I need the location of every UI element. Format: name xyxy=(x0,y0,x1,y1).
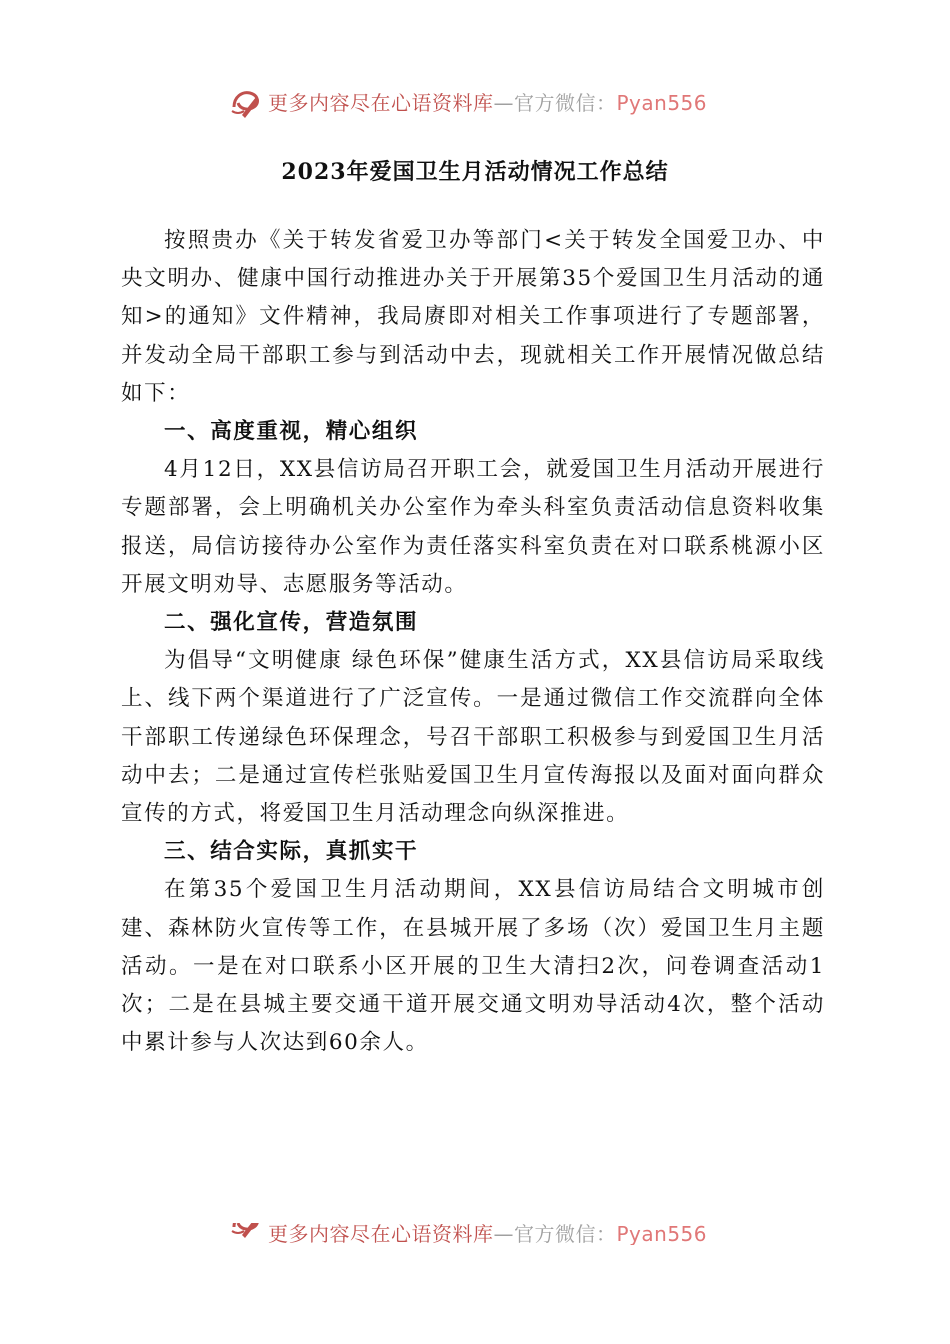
section-heading-1: 一、高度重视，精心组织 xyxy=(164,419,419,445)
watermark-wechat-id: Pyan556 xyxy=(616,1223,708,1245)
pen-logo-icon xyxy=(228,85,264,121)
section-heading-2: 二、强化宣传，营造氛围 xyxy=(164,610,419,636)
watermark-dash: — xyxy=(493,1223,514,1245)
section-heading-3: 三、结合实际，真抓实干 xyxy=(164,839,419,865)
watermark-bottom-clip xyxy=(228,1223,707,1245)
watermark-wechat-label: 官方微信： xyxy=(514,1223,617,1245)
document-title: 2023年爱国卫生月活动情况工作总结 xyxy=(281,159,669,185)
pen-logo-icon xyxy=(228,1223,264,1241)
document-body xyxy=(121,222,825,1062)
watermark-main-text: 更多内容尽在心语资料库 xyxy=(268,91,494,115)
watermark-wechat-id: Pyan556 xyxy=(616,91,708,115)
watermark-main-text: 更多内容尽在心语资料库 xyxy=(268,1223,494,1245)
intro-paragraph: 按照贵办《关于转发省爱卫办等部门<关于转发全国爱卫办、中央文明办、健康中国行动推进办关于开展第35个爱国卫生月活动的通知>的通知》文件精神，我局赓即对相关工作事项进行了专题部署，并发动全局干部职工参与到活动中去，现就相关工作开展情况做总结如下： xyxy=(121,228,825,406)
watermark-dash: — xyxy=(493,91,514,115)
section-body-3: 在第35个爱国卫生月活动期间，XX县信访局结合文明城市创建、森林防火宣传等工作，在县城开展了多场（次）爱国卫生月主题活动。一是在对口联系小区开展的卫生大清扫2次，问卷调查活动1次；二是在县城主要交通干道开展交通文明劝导活动4次，整个活动中累计参与人次达到60余人。 xyxy=(121,877,825,1056)
watermark-banner-top xyxy=(228,83,707,123)
section-body-2: 为倡导“文明健康 绿色环保”健康生活方式，XX县信访局采取线上、线下两个渠道进行了广泛宣传。一是通过微信工作交流群向全体干部职工传递绿色环保理念，号召干部职工积极参与到爱国卫生月活动中去；二是通过宣传栏张贴爱国卫生月宣传海报以及面对面向群众宣传的方式，将爱国卫生月活动理念向纵深推进。 xyxy=(121,648,825,827)
watermark-banner-bottom xyxy=(228,1205,707,1245)
section-body-1: 4月12日，XX县信访局召开职工会，就爱国卫生月活动开展进行专题部署，会上明确机关办公室作为牵头科室负责活动信息资料收集报送，局信访接待办公室作为责任落实科室负责在对口联系桃源小区开展文明劝导、志愿服务等活动。 xyxy=(121,457,825,597)
watermark-wechat-label: 官方微信： xyxy=(514,91,617,115)
